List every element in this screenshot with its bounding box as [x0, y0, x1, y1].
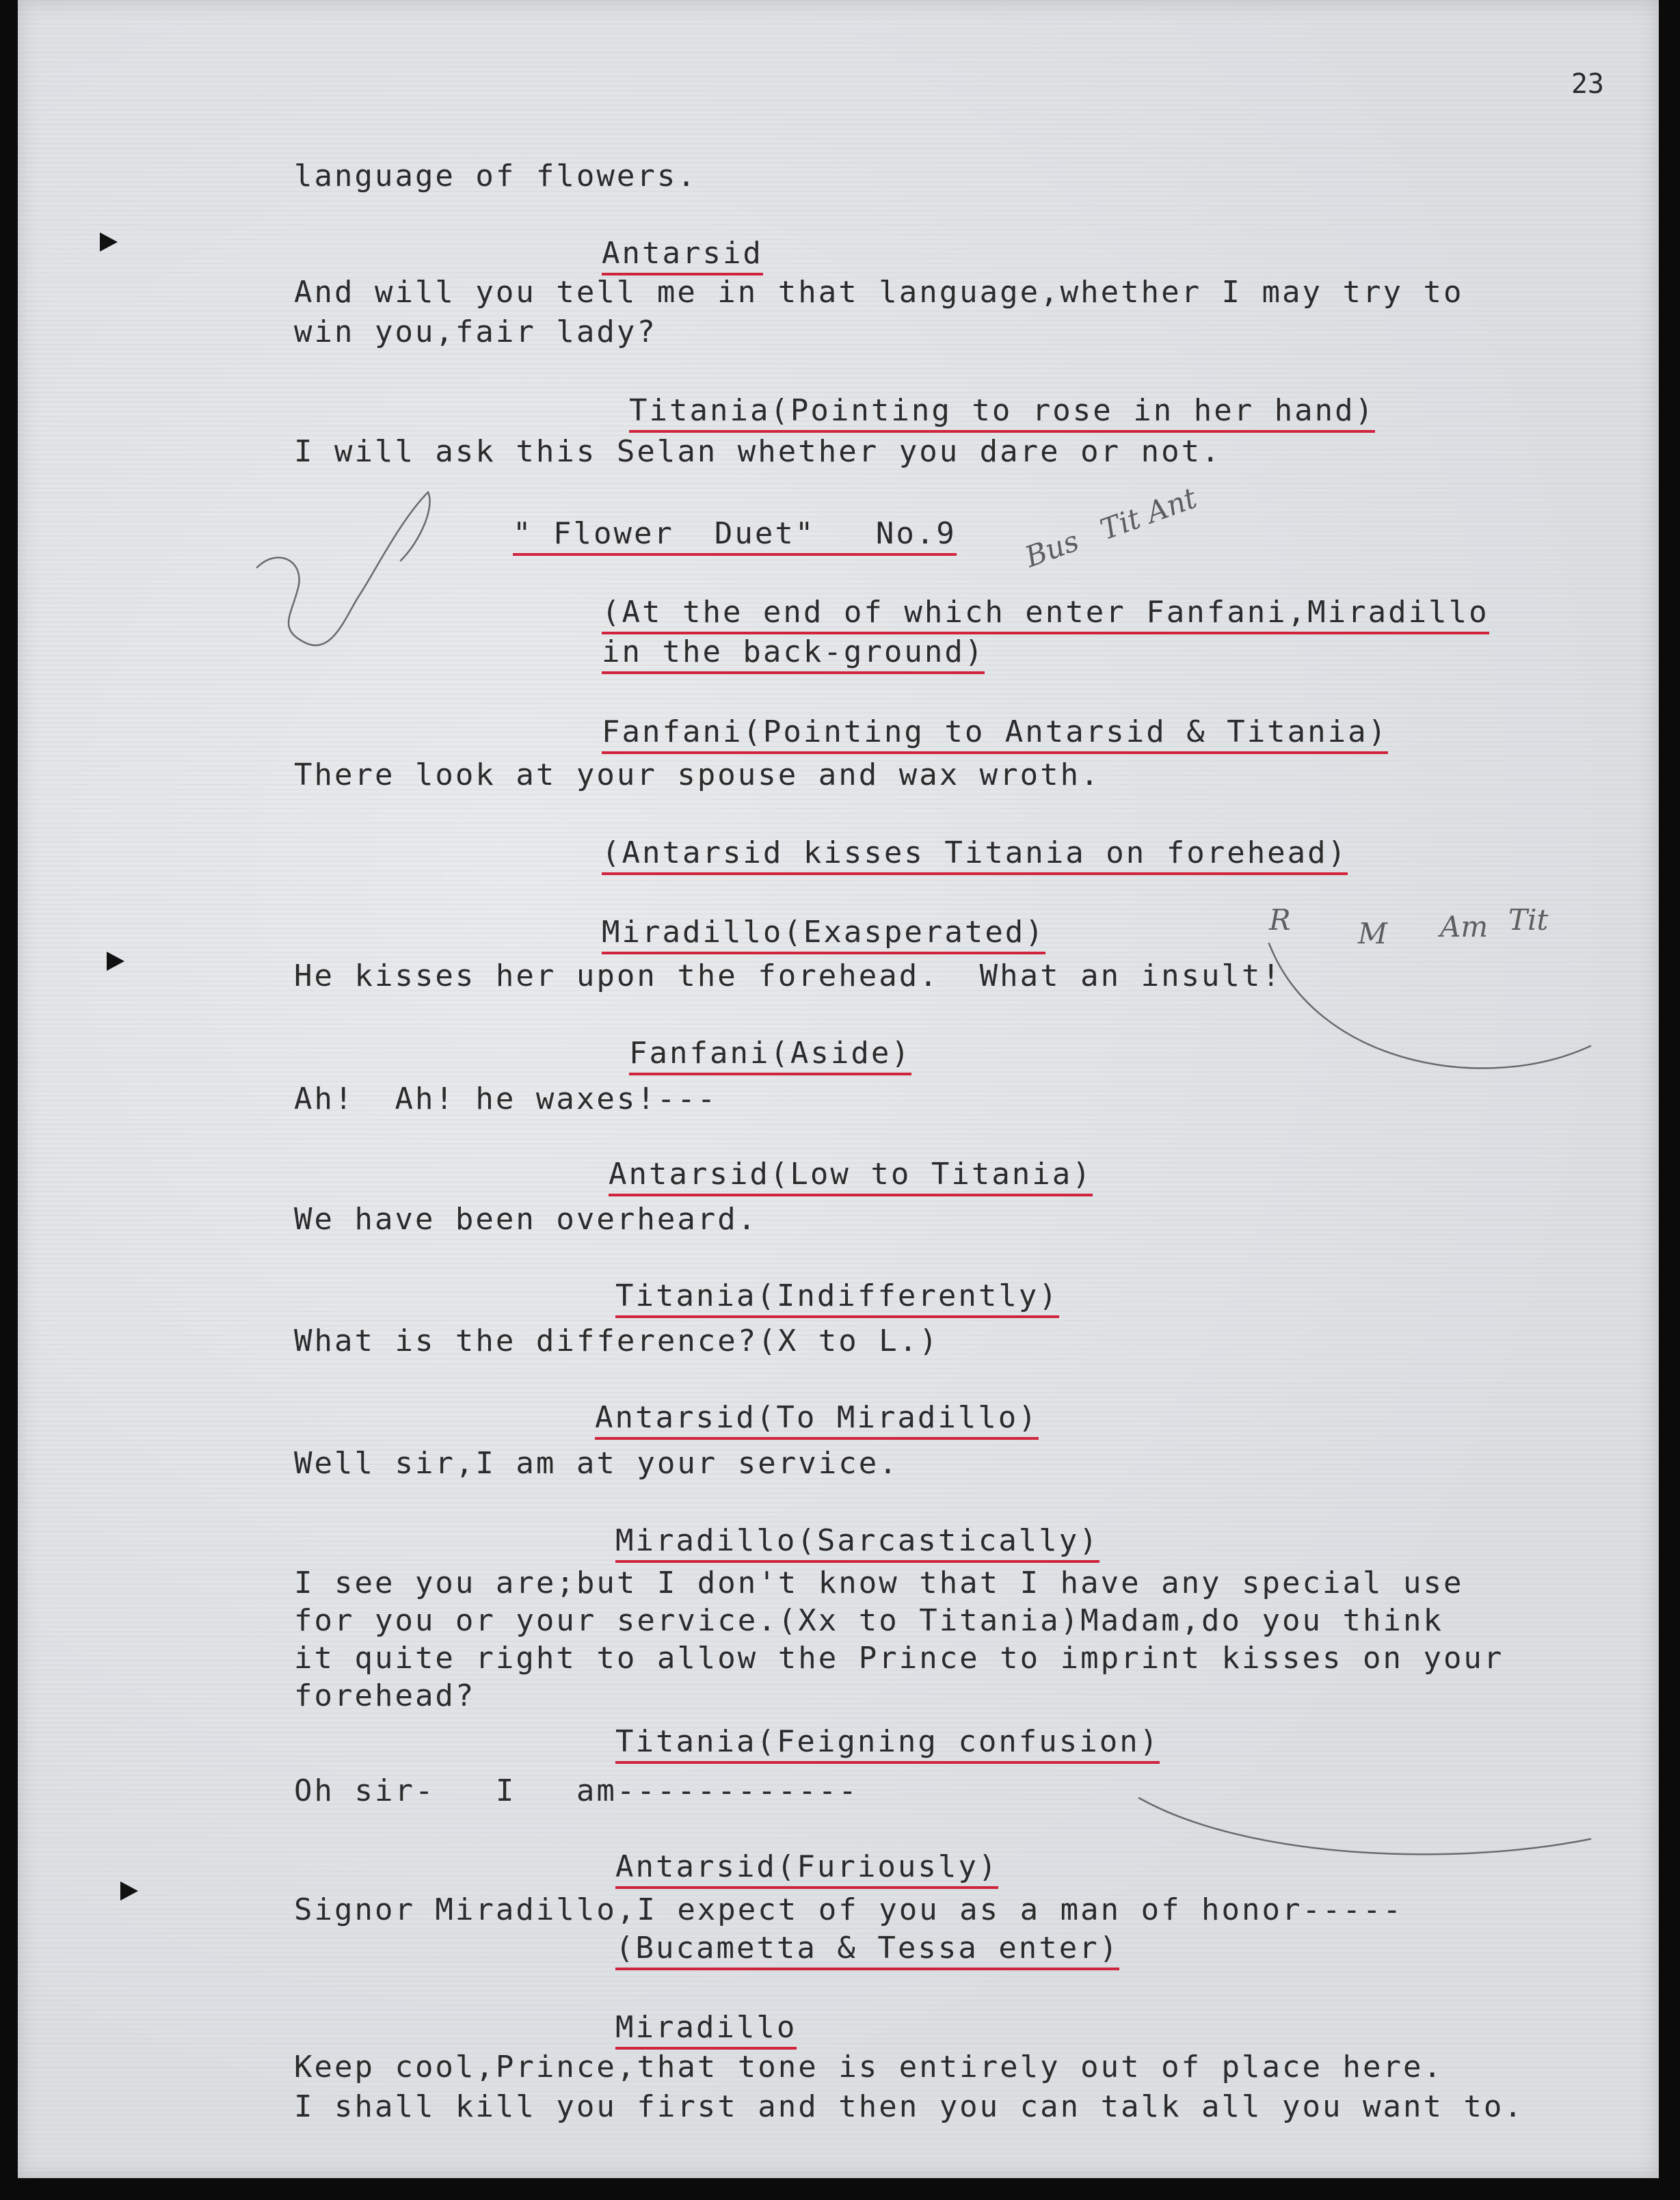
- script-line: And will you tell me in that language,whether I may try to: [294, 275, 1464, 310]
- stage-direction: (Antarsid kisses Titania on forehead): [602, 835, 1348, 875]
- pencil-note: Bus: [1020, 524, 1084, 574]
- speaker-heading: Miradillo(Exasperated): [602, 915, 1045, 954]
- script-line: He kisses her upon the forehead. What an insult!: [294, 958, 1283, 993]
- script-line: for you or your service.(Xx to Titania)Madam,do you think: [294, 1603, 1443, 1638]
- script-line: I shall kill you first and then you can talk all you want to.: [294, 2089, 1524, 2124]
- pencil-note: R: [1269, 903, 1291, 937]
- speaker-heading: Miradillo(Sarcastically): [615, 1523, 1099, 1563]
- script-line: Well sir,I am at your service.: [294, 1446, 899, 1481]
- script-line: I will ask this Selan whether you dare or not.: [294, 434, 1222, 469]
- script-line: win you,fair lady?: [294, 314, 657, 349]
- speaker-heading: Miradillo: [615, 2010, 797, 2050]
- speaker-heading: Antarsid(Furiously): [615, 1849, 998, 1889]
- speaker-heading: Antarsid(To Miradillo): [595, 1400, 1039, 1440]
- script-line: forehead?: [294, 1678, 476, 1713]
- pencil-note: Tit Ant: [1095, 481, 1201, 547]
- musical-number-heading: " Flower Duet" No.9: [513, 516, 957, 556]
- script-line: We have been overheard.: [294, 1202, 758, 1237]
- speaker-heading: Titania(Feigning confusion): [615, 1724, 1160, 1764]
- stage-direction: (Bucametta & Tessa enter): [615, 1931, 1119, 1970]
- script-line: What is the difference?(X to L.): [294, 1324, 939, 1358]
- script-line: Ah! Ah! he waxes!---: [294, 1082, 718, 1116]
- script-line: Signor Miradillo,I expect of you as a man of honor-----: [294, 1892, 1403, 1927]
- stage-direction: (At the end of which enter Fanfani,Miradillo: [602, 595, 1489, 634]
- pencil-arc-icon: [1139, 1798, 1590, 1854]
- pencil-marks: [18, 0, 1659, 2178]
- script-line: There look at your spouse and wax wroth.: [294, 757, 1101, 792]
- pencil-arc-icon: [1269, 943, 1590, 1069]
- pencil-scrawl-icon: [257, 492, 430, 645]
- pencil-note: Tit: [1508, 903, 1549, 937]
- script-line: Keep cool,Prince,that tone is entirely out of place here.: [294, 2050, 1443, 2084]
- speaker-heading: Titania(Pointing to rose in her hand): [629, 393, 1375, 433]
- pencil-note: M: [1358, 917, 1388, 950]
- script-line: I see you are;but I don't know that I have any special use: [294, 1566, 1464, 1600]
- speaker-heading: Fanfani(Aside): [629, 1036, 911, 1075]
- pencil-note: Am: [1440, 910, 1489, 943]
- speaker-heading: Antarsid: [602, 236, 763, 276]
- stage-direction: in the back-ground): [602, 634, 985, 674]
- script-line: it quite right to allow the Prince to imprint kisses on your: [294, 1641, 1504, 1676]
- speaker-heading: Fanfani(Pointing to Antarsid & Titania): [602, 714, 1388, 754]
- speaker-heading: Titania(Indifferently): [615, 1278, 1059, 1318]
- script-line: Oh sir- I am------------: [294, 1773, 859, 1808]
- script-page: [18, 0, 1659, 2178]
- speaker-heading: Antarsid(Low to Titania): [609, 1157, 1093, 1196]
- page-number: 23: [1571, 68, 1604, 100]
- script-line: language of flowers.: [294, 159, 697, 193]
